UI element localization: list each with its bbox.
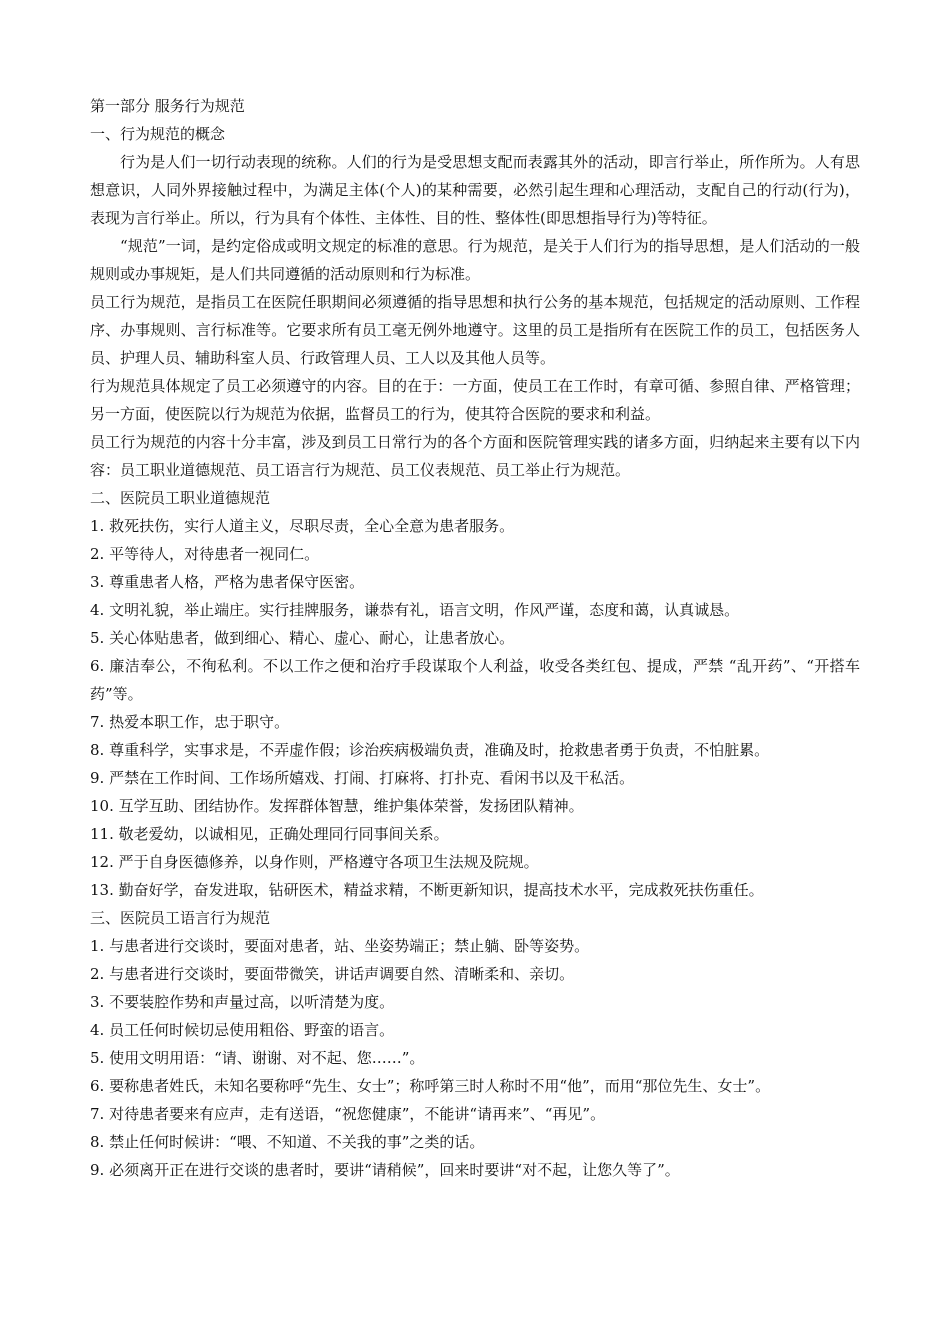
section3-item: 4. 员工任何时候切忌使用粗俗、野蛮的语言。: [90, 1021, 395, 1039]
section2-item: 4. 文明礼貌，举止端庄。实行挂牌服务，谦恭有礼，语言文明，作风严谨，态度和蔼，认真诚恳。: [90, 601, 740, 619]
section3-item: 6. 要称患者姓氏，未知名要称呼“先生、女士”；称呼第三时人称时不用“他”，而用“那位先生、女士”。: [90, 1077, 771, 1095]
section1-paragraph-2: “规范”一词，是约定俗成或明文规定的标准的意思。行为规范，是关于人们行为的指导思想，是人们活动的一般规则或办事规矩，是人们共同遵循的活动原则和行为标准。: [90, 237, 860, 283]
part-title: 第一部分 服务行为规范: [90, 97, 245, 115]
section3-item: 5. 使用文明用语：“请、谢谢、对不起、您……”。: [90, 1049, 425, 1067]
section3-item: 7. 对待患者要来有应声，走有送语，“祝您健康”，不能讲“请再来”、“再见”。: [90, 1105, 606, 1123]
section2-item: 2. 平等待人，对待患者一视同仁。: [90, 545, 320, 563]
section1-paragraph-4: 行为规范具体规定了员工必须遵守的内容。目的在于：一方面，使员工在工作时，有章可循、参照自律、严格管理；另一方面，使医院以行为规范为依据，监督员工的行为，使其符合医院的要求和利益。: [90, 377, 860, 423]
section2-item: 13. 勤奋好学，奋发进取，钻研医术，精益求精，不断更新知识，提高技术水平，完成救死扶伤重任。: [90, 881, 764, 899]
section2-item: 6. 廉洁奉公，不徇私利。不以工作之便和治疗手段谋取个人利益，收受各类红包、提成，严禁 “乱开药”、“开搭车药”等。: [90, 657, 860, 703]
section2-item: 7. 热爱本职工作，忠于职守。: [90, 713, 290, 731]
section2-item: 1. 救死扶伤，实行人道主义，尽职尽责，全心全意为患者服务。: [90, 517, 515, 535]
section2-item: 8. 尊重科学，实事求是，不弄虚作假；诊治疾病极端负责，准确及时，抢救患者勇于负责，不怕脏累。: [90, 741, 770, 759]
section3-item: 2. 与患者进行交谈时，要面带微笑，讲话声调要自然、清晰柔和、亲切。: [90, 965, 575, 983]
section3-item: 8. 禁止任何时候讲：“喂、不知道、不关我的事”之类的话。: [90, 1133, 485, 1151]
section2-item: 11. 敬老爱幼，以诚相见，正确处理同行同事间关系。: [90, 825, 449, 843]
section1-paragraph-1: 行为是人们一切行动表现的统称。人们的行为是受思想支配而表露其外的活动，即言行举止，所作所为。人有思想意识，人同外界接触过程中，为满足主体(个人)的某种需要，必然引起生理和心理活动，支配自己的行动(行为)，表现为言行举止。所以，行为具有个体性、主体性、目的性、整体性(即思想指导行为)等特征。: [90, 153, 860, 227]
section2-heading: 二、医院员工职业道德规范: [90, 489, 271, 507]
section2-item: 5. 关心体贴患者，做到细心、精心、虚心、耐心，让患者放心。: [90, 629, 515, 647]
section3-item: 3. 不要装腔作势和声量过高，以听清楚为度。: [90, 993, 395, 1011]
section3-item: 9. 必须离开正在进行交谈的患者时，要讲“请稍候”，回来时要讲“对不起，让您久等了”。: [90, 1161, 680, 1179]
document-page: [90, 92, 860, 1184]
section1-paragraph-3: 员工行为规范，是指员工在医院任职期间必须遵循的指导思想和执行公务的基本规范，包括规定的活动原则、工作程序、办事规则、言行标准等。它要求所有员工毫无例外地遵守。这里的员工是指所有在医院工作的员工，包括医务人员、护理人员、辅助科室人员、行政管理人员、工人以及其他人员等。: [90, 293, 860, 367]
section1-heading: 一、行为规范的概念: [90, 125, 226, 143]
section3-item: 1. 与患者进行交谈时，要面对患者，站、坐姿势端正；禁止躺、卧等姿势。: [90, 937, 590, 955]
section2-item: 9. 严禁在工作时间、工作场所嬉戏、打闹、打麻将、打扑克、看闲书以及干私活。: [90, 769, 635, 787]
section2-item: 10. 互学互助、团结协作。发挥群体智慧，维护集体荣誉，发扬团队精神。: [90, 797, 584, 815]
section2-item: 12. 严于自身医德修养，以身作则，严格遵守各项卫生法规及院规。: [90, 853, 539, 871]
section3-heading: 三、医院员工语言行为规范: [90, 909, 271, 927]
section1-paragraph-5: 员工行为规范的内容十分丰富，涉及到员工日常行为的各个方面和医院管理实践的诸多方面，归纳起来主要有以下内容：员工职业道德规范、员工语言行为规范、员工仪表规范、员工举止行为规范。: [90, 433, 860, 479]
section2-item: 3. 尊重患者人格，严格为患者保守医密。: [90, 573, 365, 591]
